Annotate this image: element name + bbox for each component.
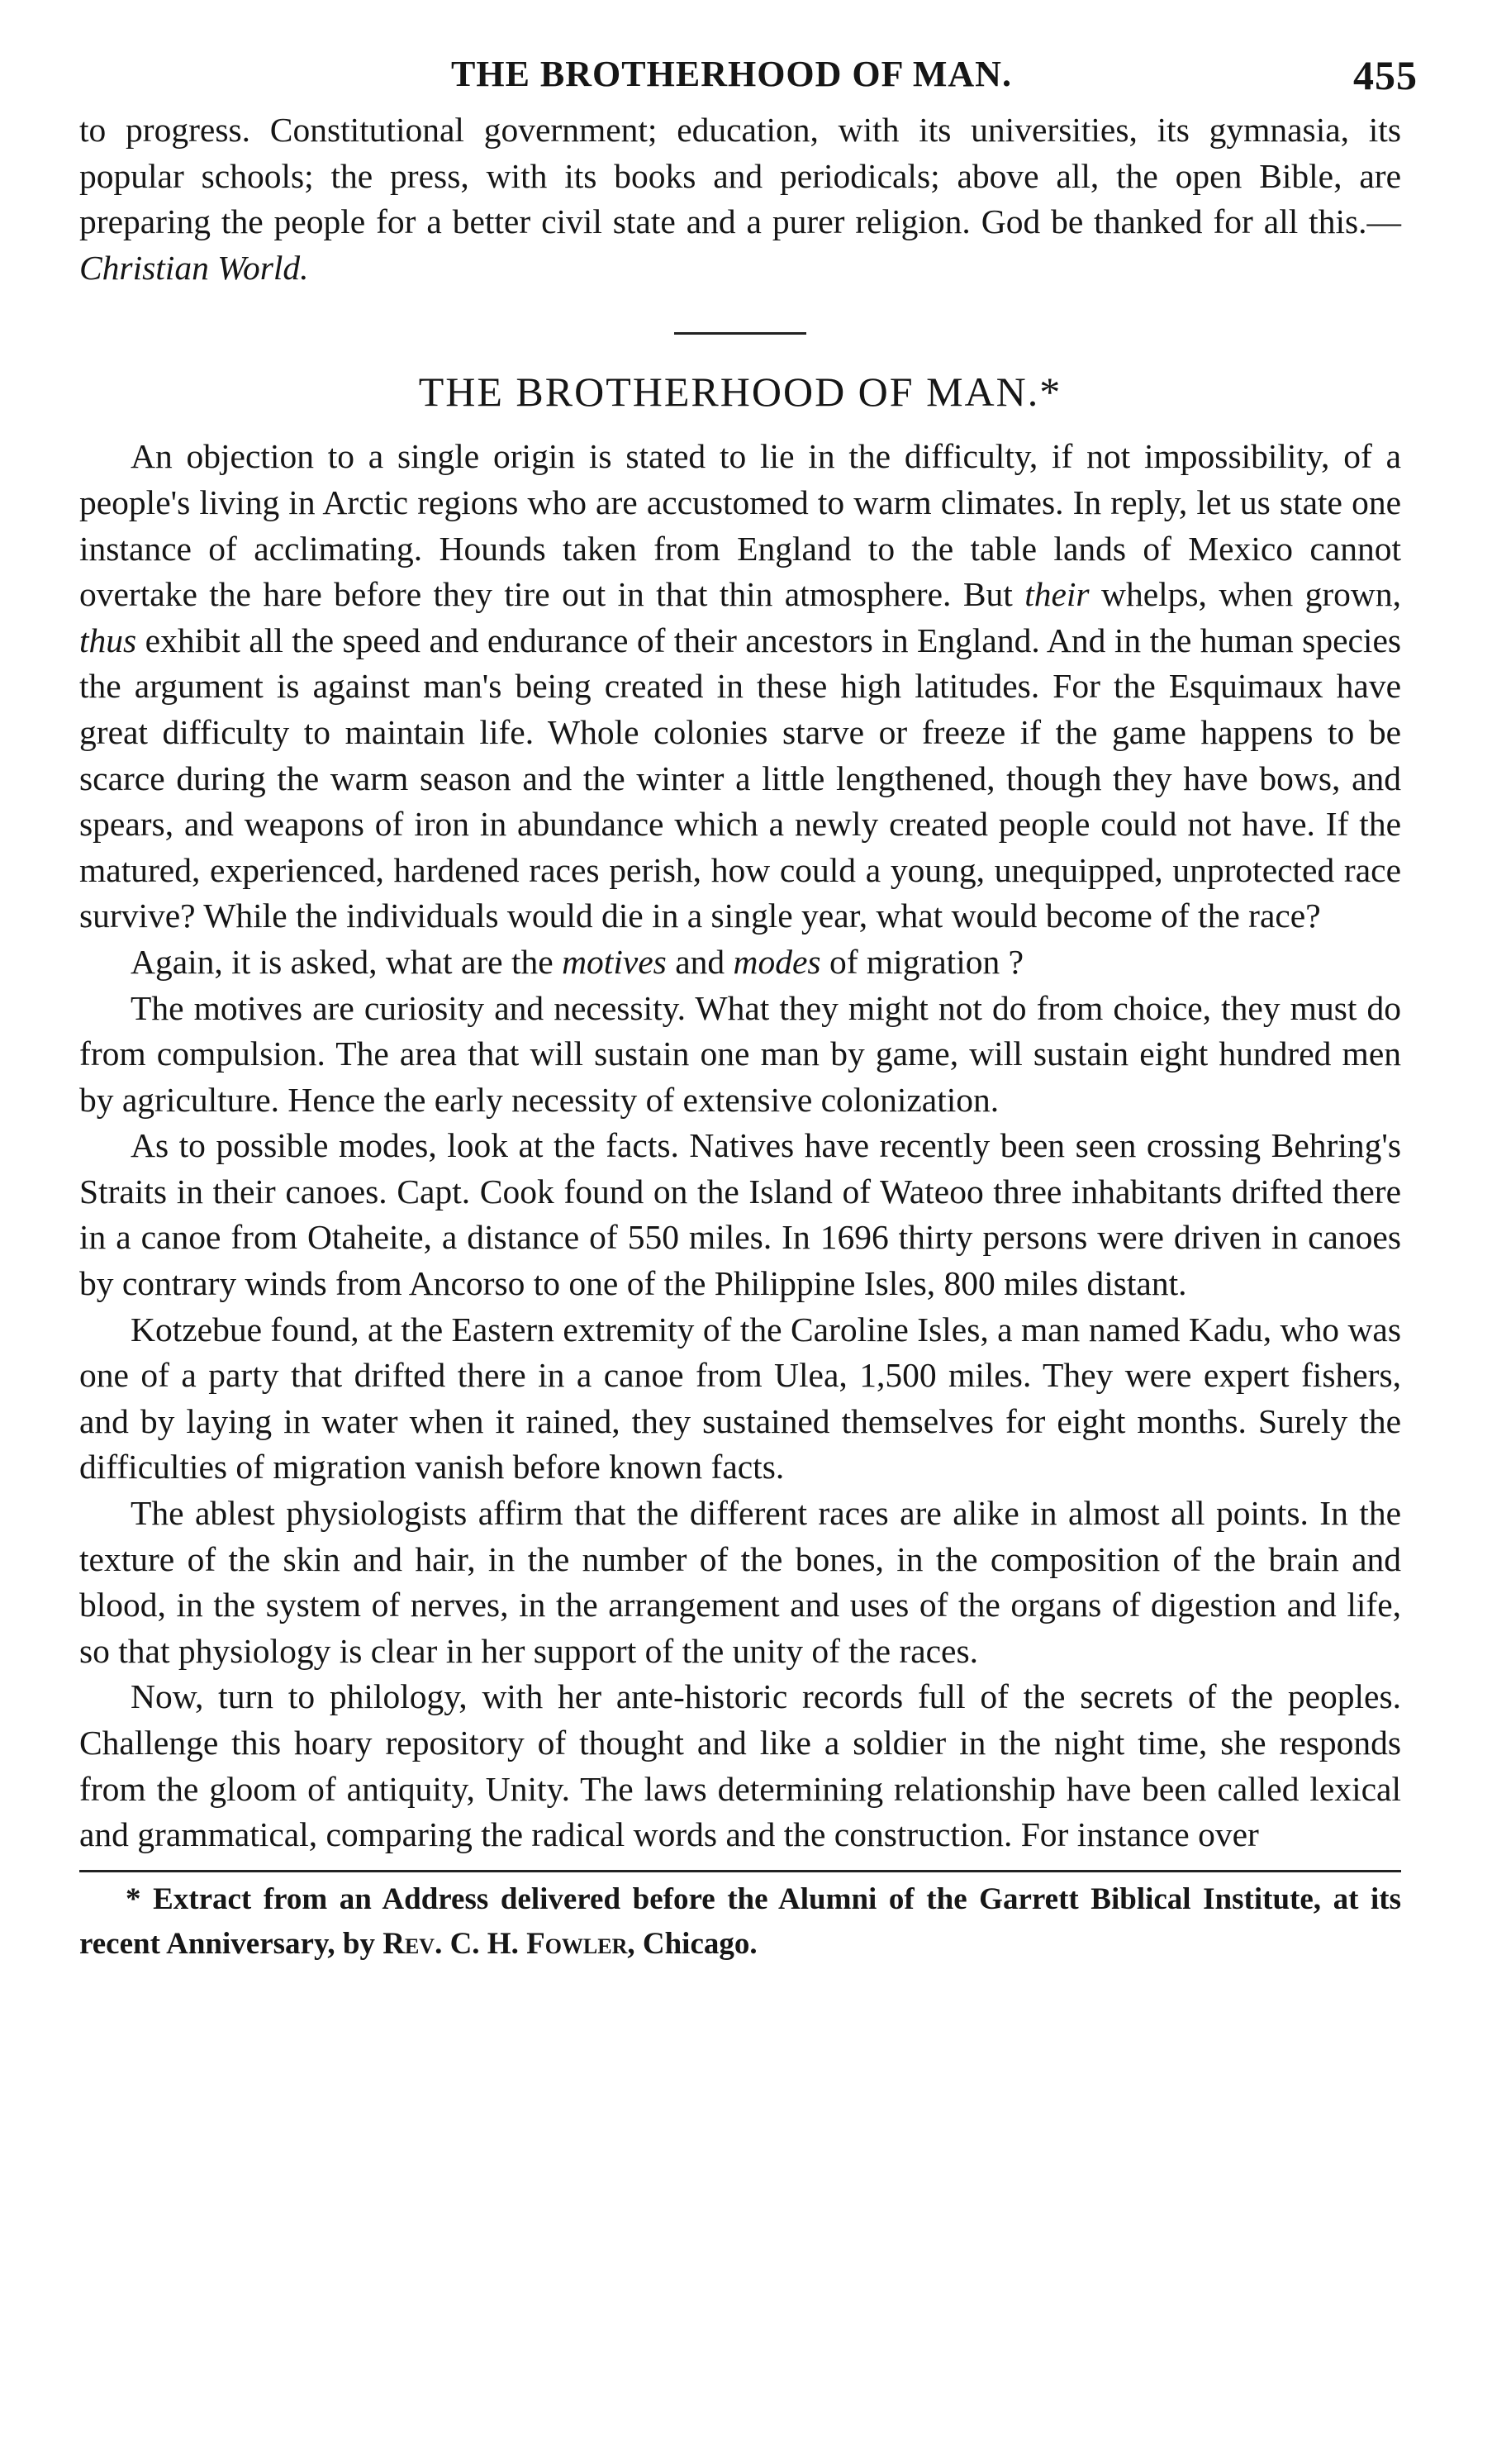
- footnote-place: , Chicago.: [627, 1926, 758, 1961]
- section-divider: [674, 332, 806, 335]
- footnote-text: * Extract from an Address delivered before the Alumni of the Garrett Biblical Institute, at its recent Anniversary, by: [79, 1881, 1401, 1961]
- p2-emphasis-modes: modes: [733, 942, 821, 981]
- paragraph-7: Now, turn to philology, with her ante-historic records full of the secrets of the peoples. Challenge this hoary repository of thought and like a soldier in the night time, she responds from the gloom of antiquity, Unity. The laws determining relationship have been called lexical and grammatical, comparing the radical words and the construction. For instance over: [79, 1677, 1401, 1854]
- p1-mid: whelps, when grown,: [1100, 575, 1402, 614]
- paragraph-6: The ablest physiologists affirm that the different races are alike in almost all points. In the texture of the skin and hair, in the number of the bones, in the composition of the brain and blood, in the system of nerves, in the arrangement and uses of the organs of digestion and life, so that physiology is clear in her support of the unity of the races.: [79, 1494, 1401, 1670]
- footnote-author: Rev. C. H. Fowler: [383, 1926, 628, 1961]
- paragraph-1: [79, 434, 1401, 939]
- intro-text: to progress. Constitutional government; education, with its universities, its gymnasia, its popular schools; the press, with its books and periodicals; above all, the open Bible, are preparing the people for a better civil state and a purer religion. God be thanked for all this.—: [79, 111, 1401, 241]
- p1-text: An objection to a single origin is stated to lie in the difficulty, if not impossibility, of a people's living in Arctic regions who are accustomed to warm climates. In reply, let us state one instance of acclimating. Hounds taken from England to the table lands of Mexico cannot overtake the hare before they tire out in that thin atmosphere. But: [79, 437, 1401, 614]
- p1-end: exhibit all the speed and endurance of their ancestors in England. And in the human species the argument is against man's being created in these high latitudes. For the Esquimaux have great difficulty to maintain life. Whole colonies starve or freeze if the game happens to be scarce during the warm season and the winter a little lengthened, though they have bows, and spears, and weapons of iron in abundance which a newly created people could not have. If the matured, experienced, hardened races perish, how could a young, unequipped, unprotected race survive? While the individuals would die in a single year, what would become of the race?: [79, 621, 1402, 935]
- page: [79, 46, 1418, 1967]
- paragraph-4: As to possible modes, look at the facts. Natives have recently been seen crossing Behring's Straits in their canoes. Capt. Cook found on the Island of Wateoo three inhabitants drifted there in a canoe from Otaheite, a distance of 550 miles. In 1696 thirty persons were driven in canoes by contrary winds from Ancorso to one of the Philippine Isles, 800 miles distant.: [79, 1126, 1401, 1303]
- paragraph-2: [79, 939, 1401, 986]
- footnote: [79, 1877, 1401, 1967]
- intro-paragraph: [79, 107, 1401, 291]
- page-number: 455: [1353, 52, 1418, 98]
- body-text: [79, 107, 1401, 1858]
- p2-mid: and: [675, 942, 725, 981]
- intro-source: Christian World.: [79, 248, 309, 287]
- p2-end: of migration ?: [829, 942, 1024, 981]
- p2-start: Again, it is asked, what are the: [131, 942, 554, 981]
- p1-emphasis-thus: thus: [79, 621, 137, 659]
- p2-emphasis-motives: motives: [562, 942, 667, 981]
- paragraph-3: The motives are curiosity and necessity. What they might not do from choice, they must do from compulsion. The area that will sustain one man by game, will sustain eight hundred men by agriculture. Hence the early necessity of extensive colonization.: [79, 988, 1401, 1119]
- running-header: [79, 46, 1418, 107]
- paragraph-5: Kotzebue found, at the Eastern extremity of the Caroline Isles, a man named Kadu, who was one of a party that drifted there in a canoe from Ulea, 1,500 miles. They were expert fishers, and by laying in water when it rained, they sustained themselves for eight months. Surely the difficulties of migration vanish before known facts.: [79, 1310, 1401, 1486]
- p1-emphasis-their: their: [1024, 575, 1090, 614]
- running-title: THE BROTHERHOOD OF MAN.: [451, 54, 1012, 94]
- article-title: THE BROTHERHOOD OF MAN.*: [418, 369, 1062, 416]
- footnote-rule: [79, 1870, 1401, 1872]
